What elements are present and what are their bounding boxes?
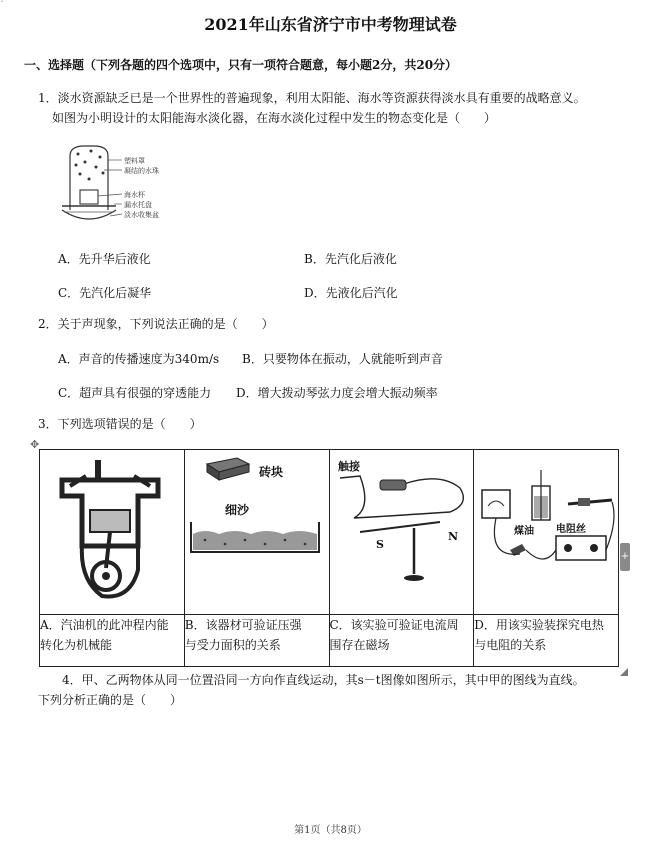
q3-cell-b-caption-line2: 与受力面积的关系 xyxy=(184,638,281,652)
q3-cell-c-caption-line2: 围存在磁场 xyxy=(329,638,390,652)
q1-option-b: B．先汽化后液化 xyxy=(304,252,397,266)
q2-option-c: C．超声具有很强的穿透能力 xyxy=(58,386,212,400)
q1-option-c: C．先汽化后凝华 xyxy=(58,286,152,300)
fig-label-sand: 细沙 xyxy=(224,503,249,517)
q3-cell-a-caption xyxy=(40,615,185,667)
q3-cell-c-image xyxy=(329,450,474,615)
table-resize-handle[interactable] xyxy=(620,668,628,676)
brick-sand-drawing xyxy=(185,450,325,608)
joule-heat-drawing xyxy=(474,450,620,608)
fig-label-brick: 砖块 xyxy=(258,465,283,479)
q3-cell-a-caption-line1: A．汽油机的此冲程内能 xyxy=(40,618,169,632)
q3-cell-b-image xyxy=(184,450,329,615)
oersted-drawing xyxy=(330,450,476,608)
q3-cell-c-caption-line1: C．该实验可验证电流周 xyxy=(329,618,459,632)
q3-cell-a-caption-line2: 转化为机械能 xyxy=(40,638,113,652)
fig-label-north: N xyxy=(447,530,458,543)
q3-cell-d-image xyxy=(474,450,619,615)
fig-label-touch: 触接 xyxy=(337,460,360,473)
page-corner-mark: ˇ xyxy=(0,0,4,9)
q3-stem: 3．下列选项错误的是（ ） xyxy=(38,417,202,431)
q3-options-table xyxy=(39,449,619,667)
engine-stroke-drawing xyxy=(40,450,180,608)
q2-stem: 2．关于声现象，下列说法正确的是（ ） xyxy=(38,317,274,331)
q2-option-b: B．只要物体在振动，人就能听到声音 xyxy=(242,352,443,366)
section-heading: 一、选择题（下列各题的四个选项中，只有一项符合题意，每小题2分，共20分） xyxy=(24,58,458,72)
q1-stem-line1: 1．淡水资源缺乏已是一个世界性的普遍现象，利用太阳能、海水等资源获得淡水具有重要的战略意义。 xyxy=(38,91,586,105)
fig-label-south: S xyxy=(375,538,384,551)
fig-label-cup: 海水杯 xyxy=(124,191,145,199)
q2-option-d: D．增大拨动琴弦力度会增大振动频率 xyxy=(236,386,438,400)
q4-stem-line2: 下列分析正确的是（ ） xyxy=(38,693,183,707)
q3-cell-a-image xyxy=(40,450,185,615)
page-title: 2021年山东省济宁市中考物理试卷 xyxy=(204,15,457,34)
table-move-icon[interactable]: ✥ xyxy=(30,438,40,451)
q1-option-a: A．先升华后液化 xyxy=(58,252,151,266)
q3-cell-d-caption xyxy=(474,615,619,667)
q1-stem-line2: 如图为小明设计的太阳能海水淡化器，在海水淡化过程中发生的物态变化是（ ） xyxy=(52,111,497,125)
q3-cell-b-caption xyxy=(184,615,329,667)
table-add-column-handle[interactable]: + xyxy=(620,543,630,571)
fig-label-kerosene: 煤油 xyxy=(514,526,535,537)
q4-stem-line1: 4．甲、乙两物体从同一位置沿同一方向作直线运动，其s－t图像如图所示，其中甲的图线为直线。 xyxy=(62,673,585,687)
page-footer: 第1页（共8页） xyxy=(294,825,367,836)
q3-cell-b-caption-line1: B．该器材可验证压强 xyxy=(184,618,302,632)
q3-cell-c-caption xyxy=(329,615,474,667)
q1-figure-desalinator xyxy=(58,140,198,232)
desalinator-drawing xyxy=(58,140,198,232)
fig-label-droplets: 凝结的水珠 xyxy=(124,167,159,175)
fig-label-tray: 漏水托盘 xyxy=(124,201,152,209)
fig-label-basin: 淡水收集盆 xyxy=(124,211,159,219)
fig-label-cover: 塑料罩 xyxy=(124,157,145,165)
q1-option-d: D．先液化后汽化 xyxy=(304,286,398,300)
fig-label-resistance-wire: 电阻丝 xyxy=(556,524,587,535)
q3-cell-d-caption-line2: 与电阻的关系 xyxy=(474,638,547,652)
q3-cell-d-caption-line1: D．用该实验装探究电热 xyxy=(474,618,604,632)
q2-option-a: A．声音的传播速度为340m/s xyxy=(58,352,220,366)
